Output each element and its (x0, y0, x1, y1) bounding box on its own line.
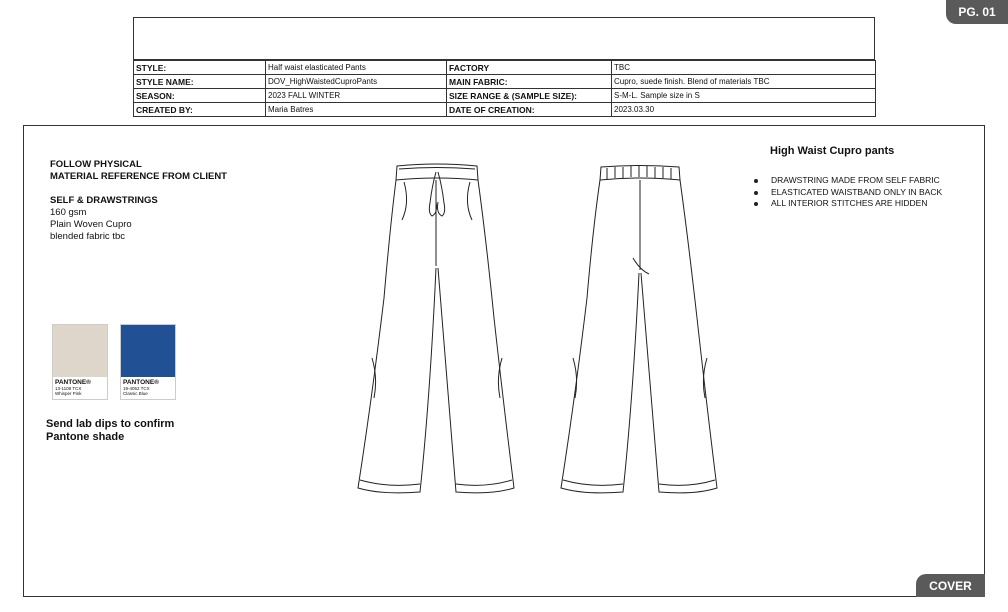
swatch-code: 13-1108 TCX (55, 386, 82, 391)
season-value: 2023 FALL WINTER (266, 89, 447, 103)
material-note-line2: MATERIAL REFERENCE FROM CLIENT (50, 171, 227, 182)
pants-front-sketch (352, 158, 522, 503)
swatch-brand: PANTONE® (123, 379, 159, 386)
swatch-name: Classic Blue (123, 391, 148, 396)
pantone-swatch-beige (52, 324, 108, 400)
lab-dips-line1: Send lab dips to confirm (46, 418, 175, 430)
fabric-weave: Plain Woven Cupro (50, 219, 132, 230)
style-name-value: DOV_HighWaistedCuproPants (266, 75, 447, 89)
cover-badge: COVER (916, 574, 985, 597)
created-by-value: Maria Batres (266, 103, 447, 117)
lab-dips-note (46, 418, 174, 444)
bullet-item: ELASTICATED WAISTBAND ONLY IN BACK (753, 187, 942, 199)
fabric-blend: blended fabric tbc (50, 231, 125, 242)
swatch-name: Whisper Pink (55, 391, 82, 396)
material-reference-note (50, 159, 227, 183)
style-name-label: STYLE NAME: (134, 75, 266, 89)
description-title: High Waist Cupro pants (770, 145, 895, 157)
fabric-details (50, 195, 158, 243)
factory-value: TBC (612, 61, 876, 75)
swatch-chip (53, 325, 107, 377)
factory-label: FACTORY (447, 61, 612, 75)
pantone-swatch-blue (120, 324, 176, 400)
swatch-brand: PANTONE® (55, 379, 91, 386)
spec-table (133, 60, 876, 117)
lab-dips-line2: Pantone shade (46, 431, 125, 443)
swatch-code: 19-4052 TCX (123, 386, 150, 391)
spec-row-season (134, 89, 876, 103)
fabric-heading: SELF & DRAWSTRINGS (50, 195, 158, 206)
pants-back-sketch (555, 158, 725, 503)
spec-row-style-name (134, 75, 876, 89)
swatch-chip (121, 325, 175, 377)
style-label: STYLE: (134, 61, 266, 75)
season-label: SEASON: (134, 89, 266, 103)
main-fabric-label: MAIN FABRIC: (447, 75, 612, 89)
fabric-weight: 160 gsm (50, 207, 87, 218)
material-note-line1: FOLLOW PHYSICAL (50, 159, 142, 170)
size-range-value: S-M-L. Sample size in S (612, 89, 876, 103)
date-label: DATE OF CREATION: (447, 103, 612, 117)
size-range-label: SIZE RANGE & (SAMPLE SIZE): (447, 89, 612, 103)
bullet-item: ALL INTERIOR STITCHES ARE HIDDEN (753, 198, 942, 210)
bullet-item: DRAWSTRING MADE FROM SELF FABRIC (753, 175, 942, 187)
spec-row-style (134, 61, 876, 75)
description-bullets (753, 175, 942, 210)
header-box (133, 17, 875, 60)
main-fabric-value: Cupro, suede finish. Blend of materials TBC (612, 75, 876, 89)
page-number-badge: PG. 01 (946, 0, 1008, 24)
created-by-label: CREATED BY: (134, 103, 266, 117)
style-value: Half waist elasticated Pants (266, 61, 447, 75)
date-value: 2023.03.30 (612, 103, 876, 117)
spec-row-created (134, 103, 876, 117)
